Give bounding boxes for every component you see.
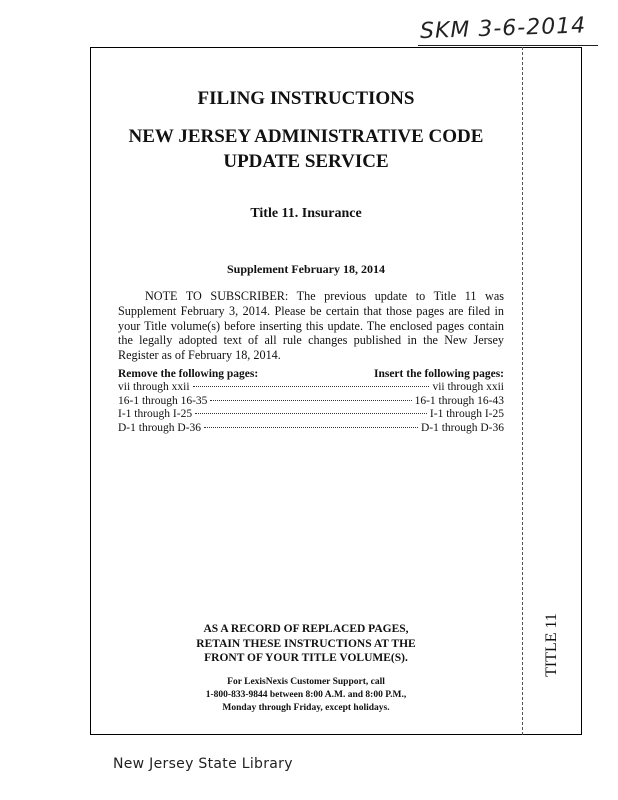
remove-pages: I-1 through I-25 bbox=[118, 408, 193, 421]
supplement-date: Supplement February 18, 2014 bbox=[226, 262, 385, 276]
code-title bbox=[90, 124, 522, 174]
dot-leader bbox=[204, 427, 418, 428]
code-title-line-2: UPDATE SERVICE bbox=[223, 151, 389, 172]
insert-pages: I-1 through I-25 bbox=[429, 408, 504, 421]
retain-line: AS A RECORD OF REPLACED PAGES, bbox=[203, 623, 409, 635]
tab-divider bbox=[522, 47, 523, 735]
remove-pages: D-1 through D-36 bbox=[118, 421, 202, 434]
remove-pages: vii through xxii bbox=[118, 381, 190, 394]
title-line: Title 11. Insurance bbox=[250, 206, 362, 221]
insert-pages: 16-1 through 16-43 bbox=[414, 394, 504, 407]
insert-pages: D-1 through D-36 bbox=[420, 421, 504, 434]
insert-pages: vii through xxii bbox=[432, 381, 504, 394]
dot-leader bbox=[193, 386, 430, 387]
pages-table-header bbox=[118, 368, 504, 381]
handwritten-underline bbox=[418, 45, 598, 46]
table-row bbox=[118, 395, 504, 408]
retain-line: RETAIN THESE INSTRUCTIONS AT THE bbox=[196, 637, 416, 650]
subscriber-note: NOTE TO SUBSCRIBER: The previous update to Title 11 was Supplement February 3, 2014. Please be certain that those pages are filed in your Title volume(s) before inserting this update. The enclosed pages contain the legally adopted text of all rule changes published in the New Jersey Register as of February 18, 2014. bbox=[118, 289, 504, 363]
remove-header: Remove the following pages: bbox=[118, 368, 259, 380]
dot-leader bbox=[195, 413, 427, 414]
retain-instructions bbox=[90, 622, 522, 666]
side-tab bbox=[526, 590, 578, 700]
customer-support bbox=[90, 676, 522, 715]
page-heading: FILING INSTRUCTIONS bbox=[197, 88, 415, 109]
side-tab-label: TITLE 11 bbox=[543, 613, 561, 677]
support-line: Monday through Friday, except holidays. bbox=[222, 703, 390, 713]
handwritten-note: SKM 3-6-2014 bbox=[419, 13, 587, 45]
retain-line: FRONT OF YOUR TITLE VOLUME(S). bbox=[204, 652, 408, 664]
table-row bbox=[118, 381, 504, 394]
code-title-line-1: NEW JERSEY ADMINISTRATIVE CODE bbox=[128, 126, 484, 147]
dot-leader bbox=[210, 400, 411, 401]
insert-header: Insert the following pages: bbox=[373, 368, 504, 380]
support-line: 1-800-833-9844 between 8:00 A.M. and 8:00 P.M., bbox=[205, 690, 407, 700]
remove-pages: 16-1 through 16-35 bbox=[118, 394, 208, 407]
support-line: For LexisNexis Customer Support, call bbox=[227, 677, 385, 687]
pages-table bbox=[118, 368, 504, 435]
table-row bbox=[118, 408, 504, 421]
table-row bbox=[118, 422, 504, 435]
library-stamp: New Jersey State Library bbox=[113, 756, 293, 772]
